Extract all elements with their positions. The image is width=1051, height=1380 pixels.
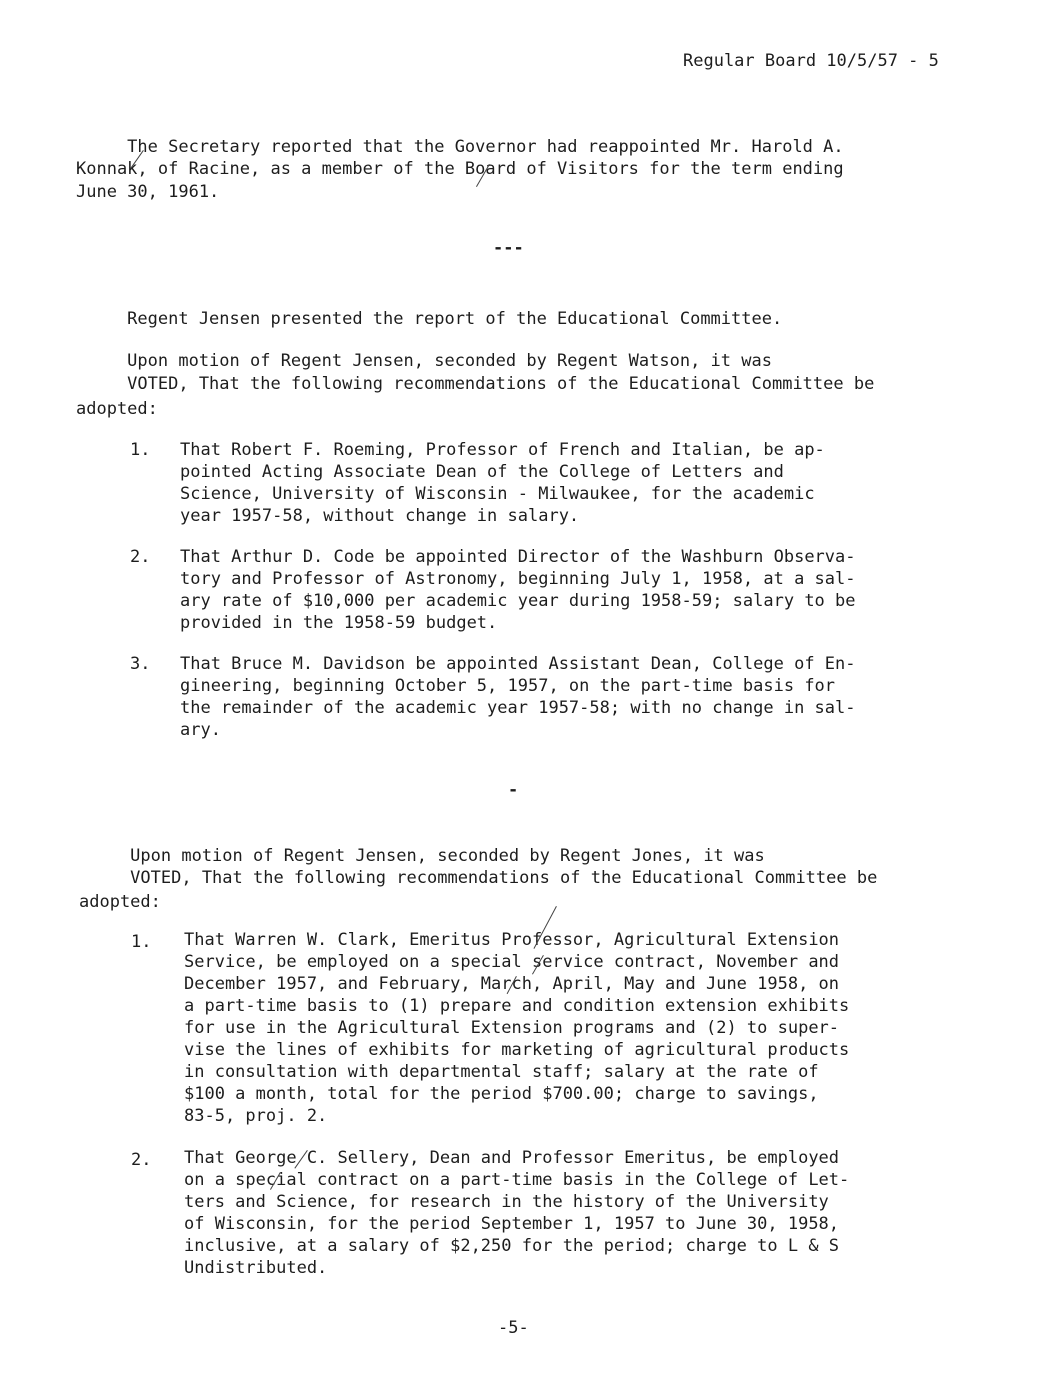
item-number: 3. <box>130 654 151 674</box>
item-line: That Robert F. Roeming, Professor of French and Italian, be ap- <box>180 440 825 460</box>
item-line: year 1957-58, without change in salary. <box>180 506 580 526</box>
item-number: 1. <box>131 932 152 952</box>
item-line: Science, University of Wisconsin - Milwaukee, for the academic <box>180 484 815 504</box>
item-line: in consultation with departmental staff; salary at the rate of <box>184 1062 819 1082</box>
item-line: inclusive, at a salary of $2,250 for the period; charge to L & S <box>184 1236 840 1256</box>
item-line: Service, be employed on a special service contract, November and <box>184 952 840 972</box>
motion-line: VOTED, That the following recommendations of the Educational Committee be <box>76 374 875 394</box>
item-line: the remainder of the academic year 1957-58; with no change in sal- <box>180 698 856 718</box>
paragraph-line: June 30, 1961. <box>76 182 220 202</box>
item-line: vise the lines of exhibits for marketing of agricultural products <box>184 1040 850 1060</box>
item-line: tory and Professor of Astronomy, beginning July 1, 1958, at a sal- <box>180 569 856 589</box>
item-line: 83-5, proj. 2. <box>184 1106 328 1126</box>
motion-line: Upon motion of Regent Jensen, seconded by Regent Jones, it was <box>79 846 765 866</box>
item-line: That Warren W. Clark, Emeritus Professor, Agricultural Extension <box>184 930 840 950</box>
item-line: That George C. Sellery, Dean and Professor Emeritus, be employed <box>184 1148 840 1168</box>
motion-line: adopted: <box>79 892 161 912</box>
page-footer: -5- <box>498 1318 529 1338</box>
item-line: on a special contract on a part-time basis in the College of Let- <box>184 1170 850 1190</box>
paragraph-line: The Secretary reported that the Governor had reappointed Mr. Harold A. <box>76 137 844 157</box>
section-separator: - <box>508 780 519 800</box>
item-line: $100 a month, total for the period $700.00; charge to savings, <box>184 1084 819 1104</box>
motion-line: VOTED, That the following recommendations of the Educational Committee be <box>79 868 878 888</box>
motion-line: Upon motion of Regent Jensen, seconded by Regent Watson, it was <box>76 351 772 371</box>
item-line: December 1957, and February, March, April, May and June 1958, on <box>184 974 840 994</box>
item-line: provided in the 1958-59 budget. <box>180 613 498 633</box>
item-line: That Arthur D. Code be appointed Director of the Washburn Observa- <box>180 547 856 567</box>
item-line: gineering, beginning October 5, 1957, on the part-time basis for <box>180 676 836 696</box>
item-line: Undistributed. <box>184 1258 328 1278</box>
item-line: for use in the Agricultural Extension programs and (2) to super- <box>184 1018 840 1038</box>
item-number: 2. <box>131 1150 152 1170</box>
item-line: That Bruce M. Davidson be appointed Assistant Dean, College of En- <box>180 654 856 674</box>
item-line: ary rate of $10,000 per academic year during 1958-59; salary to be <box>180 591 856 611</box>
report-line: Regent Jensen presented the report of the Educational Committee. <box>76 309 783 329</box>
paragraph-line: Konnak, of Racine, as a member of the Board of Visitors for the term ending <box>76 159 844 179</box>
item-number: 1. <box>130 440 151 460</box>
item-line: ary. <box>180 720 221 740</box>
item-number: 2. <box>130 547 151 567</box>
item-line: ters and Science, for research in the history of the University <box>184 1192 829 1212</box>
item-line: of Wisconsin, for the period September 1, 1957 to June 30, 1958, <box>184 1214 840 1234</box>
item-line: pointed Acting Associate Dean of the College of Letters and <box>180 462 784 482</box>
section-separator: --- <box>493 238 524 258</box>
page-header: Regular Board 10/5/57 - 5 <box>683 51 939 71</box>
motion-line: adopted: <box>76 399 158 419</box>
item-line: a part-time basis to (1) prepare and condition extension exhibits <box>184 996 850 1016</box>
